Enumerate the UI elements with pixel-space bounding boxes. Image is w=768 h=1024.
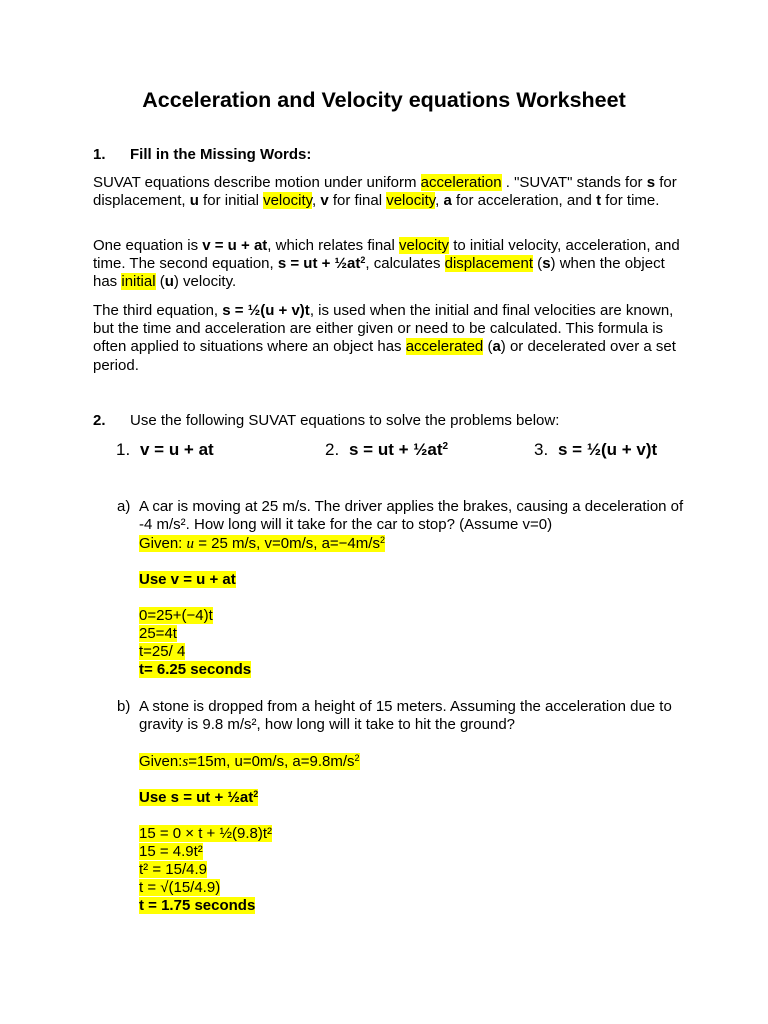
given-highlight: [139, 535, 385, 552]
text: for acceleration, and: [451, 192, 597, 210]
text: . "SUVAT" stands for: [501, 174, 647, 191]
problem-b-step: [139, 879, 220, 897]
text: SUVAT equations describe motion under uniform: [93, 174, 421, 191]
equation-number: 1.: [116, 440, 131, 459]
bold-t: t: [596, 192, 602, 210]
superscript: 2: [253, 789, 259, 799]
problem-a-answer: [139, 661, 251, 679]
given-highlight: [139, 753, 360, 770]
text: for initial: [198, 192, 264, 210]
section-2-title: Use the following SUVAT equations to solve the problems below:: [130, 412, 560, 429]
step-text: 15 = 4.9t²: [139, 843, 203, 860]
text: , calculates: [365, 255, 445, 273]
problem-b-step: [139, 825, 272, 843]
text: Given:: [139, 753, 183, 770]
step-text: 25=4t: [139, 625, 177, 642]
answer-initial: initial: [121, 273, 156, 291]
problem-a-step: [139, 607, 213, 625]
answer-acceleration: acceleration: [420, 174, 502, 191]
text: ) when the object has: [93, 255, 665, 291]
text: ) or decelerated over a set period.: [93, 338, 676, 374]
section-1-number: 1.: [93, 146, 106, 163]
problem-b-step: [139, 843, 203, 861]
text: ,: [435, 192, 444, 210]
answer-velocity-initial: velocity: [263, 192, 312, 210]
variable: s: [182, 754, 189, 770]
step-text: t=25/ 4: [139, 643, 186, 660]
problem-question: A stone is dropped from a height of 15 meters. Assuming the acceleration due to gravity is 9.8 m/s², how long will it take to hit the ground?: [139, 698, 672, 734]
problem-a-step: [139, 625, 177, 643]
text: Given:: [139, 535, 187, 552]
text: Use s = ut + ½at: [139, 789, 254, 806]
bold-s: s: [542, 255, 551, 273]
bold-u: u: [189, 192, 199, 210]
step-text: t = √(15/4.9): [139, 879, 221, 896]
paragraph-first-second-equation: [93, 237, 683, 292]
text: ,: [312, 192, 321, 210]
text: for time.: [601, 192, 660, 210]
step-text: t² = 15/4.9: [139, 861, 207, 878]
equation-3: [534, 440, 657, 460]
answer-displacement: displacement: [444, 255, 534, 273]
equation-1: [116, 440, 214, 460]
text: (: [533, 255, 543, 273]
text: for displacement,: [93, 174, 677, 210]
text: s = ut + ½at: [277, 255, 361, 273]
problem-label: b): [117, 698, 131, 715]
problem-a-use: [139, 571, 236, 589]
variable: u: [186, 536, 195, 552]
superscript: 2: [379, 535, 385, 545]
superscript: 2: [442, 441, 449, 452]
step-text: 15 = 0 × t + ½(9.8)t²: [139, 825, 272, 842]
equation-text: s = ½(u + v)t: [558, 440, 658, 459]
problem-question: A car is moving at 25 m/s. The driver applies the brakes, causing a deceleration of -4 m/s². How long will it take for the car to stop? (Assume v=0): [139, 498, 684, 534]
problem-b-given: [139, 753, 360, 771]
superscript: 2: [360, 255, 366, 266]
text: , is used when the initial and final velocities are known, but the time and acceleration are either given or need to be calculated. This formula is often applied to situations where an object has: [93, 302, 674, 356]
problem-a-given: [139, 535, 385, 553]
text: = 25 m/s, v=0m/s, a=−4m/s: [194, 535, 380, 552]
equation-text: v = u + at: [140, 440, 214, 459]
answer-velocity-final: velocity: [386, 192, 436, 210]
equation-text: [349, 440, 448, 459]
equation-2: [325, 440, 448, 460]
paragraph-third-equation: [93, 302, 683, 375]
bold-equation-3: s = ½(u + v)t: [222, 302, 310, 319]
answer-accelerated: accelerated: [405, 338, 484, 356]
use-equation: [139, 789, 258, 806]
answer-text: t = 1.75 seconds: [139, 897, 256, 914]
problem-b-answer: [139, 897, 255, 915]
problem-label: a): [117, 498, 131, 515]
bold-v: v: [320, 192, 329, 210]
problem-b: [117, 698, 687, 734]
section-1-title: Fill in the Missing Words:: [130, 146, 312, 163]
answer-velocity: velocity: [399, 237, 450, 254]
text: ) velocity.: [173, 273, 237, 291]
bold-a: a: [492, 338, 501, 356]
text: (: [155, 273, 165, 291]
section-2-heading: [93, 412, 559, 430]
bold-equation-2: [278, 255, 366, 272]
use-equation: Use v = u + at: [139, 571, 236, 588]
problem-a-step: [139, 643, 185, 661]
bold-s: s: [646, 174, 656, 191]
problem-b-step: [139, 861, 207, 879]
bold-equation-1: v = u + at: [202, 237, 268, 254]
section-1-heading: [93, 146, 311, 164]
equation-number: 3.: [534, 440, 549, 459]
text: The third equation,: [93, 302, 223, 319]
text: =15m, u=0m/s, a=9.8m/s: [188, 753, 355, 770]
text: One equation is: [93, 237, 203, 254]
equation-list: [0, 440, 768, 462]
bold-a: a: [443, 192, 452, 210]
superscript: 2: [354, 753, 360, 763]
problem-b-use: [139, 789, 258, 807]
text: to initial velocity, acceleration, and time. The second equation,: [93, 237, 680, 273]
text: (: [483, 338, 493, 356]
step-text: 0=25+(−4)t: [139, 607, 213, 624]
equation-number: 2.: [325, 440, 340, 459]
problem-a: [117, 498, 687, 534]
answer-text: t= 6.25 seconds: [139, 661, 252, 678]
paragraph-suvat-intro: [93, 174, 683, 210]
bold-u: u: [164, 273, 174, 291]
section-2-number: 2.: [93, 412, 106, 429]
text: s = ut + ½at: [349, 440, 443, 459]
text: , which relates final: [267, 237, 400, 254]
text: for final: [328, 192, 387, 210]
page-title: Acceleration and Velocity equations Worksheet: [142, 88, 626, 112]
